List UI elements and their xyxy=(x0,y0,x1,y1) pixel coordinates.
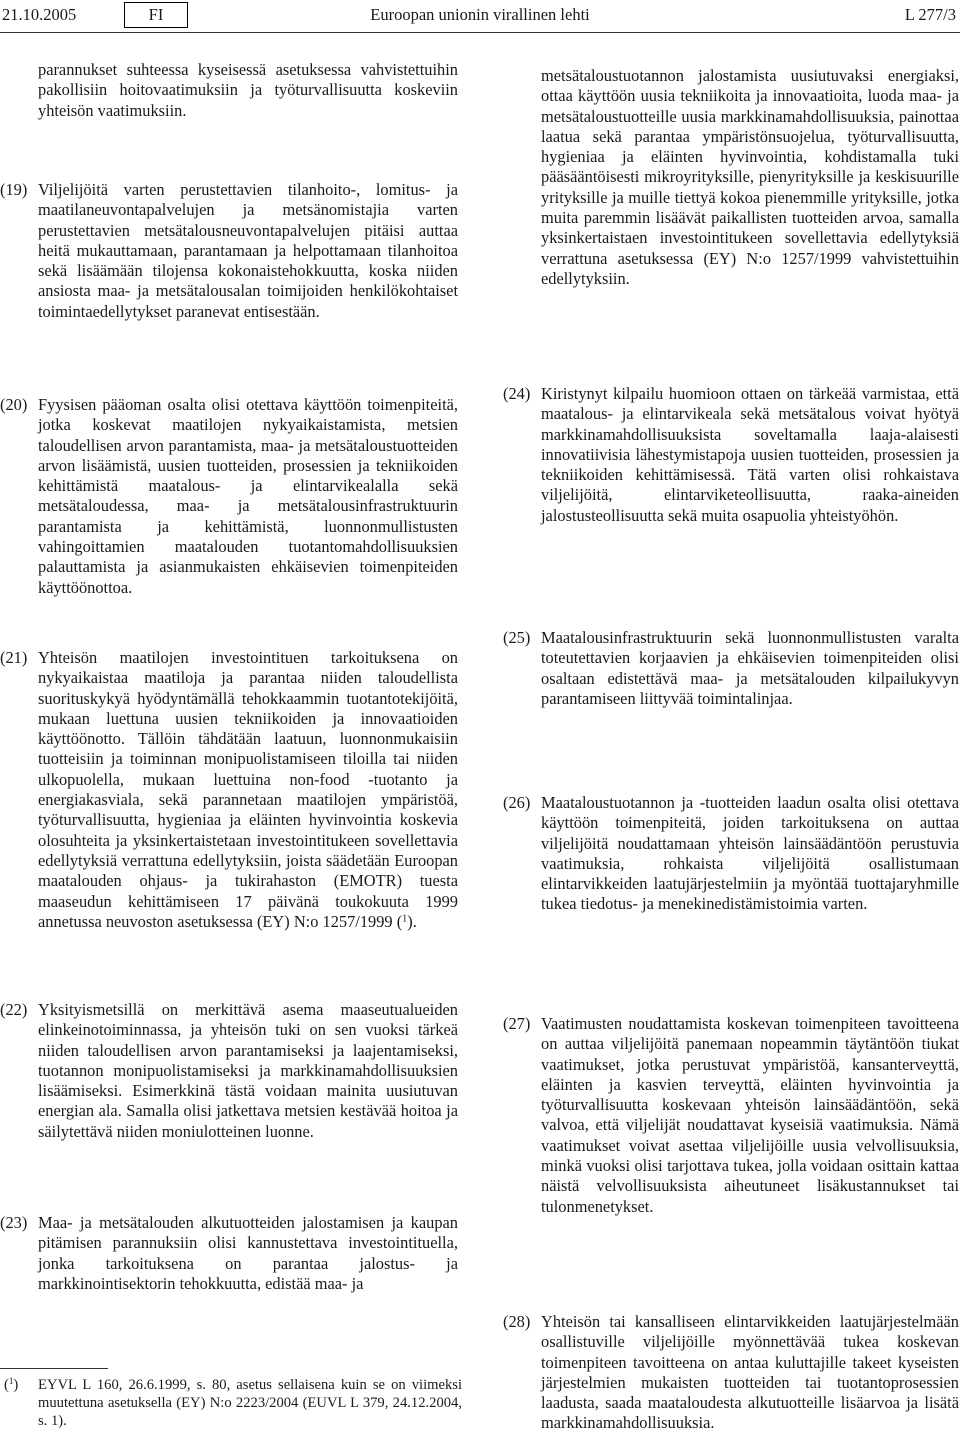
recital-23 xyxy=(0,1213,458,1294)
recital-21 xyxy=(0,648,458,932)
recital-24 xyxy=(503,384,959,526)
recital-number: (25) xyxy=(503,628,531,647)
recital-number: (28) xyxy=(503,1312,531,1331)
recital-number: (23) xyxy=(0,1213,28,1232)
recital-21-text: Yhteisön maatilojen investointituen tarkoituksena on nykyaikaistaa maatiloja ja parantaa niiden taloudellista suorituskykyä hyödyntämällä tehokkaammin tuotantotekijöitä, mukaan luettuna uusien tekniikoiden ja innovaatioiden käyttöönotto. Tällöin tähdätään laatuun, luonnonmukaisiin tuotteisiin ja toiminnan monipuolistamiseen tiloilla tai niiden ulkopuolella, mukaan luettuina non-food -tuotanto ja energiakasviala, sekä parannetaan maatilojen ympäristöä, työturvallisuutta, hygieniaa ja eläinten hyvinvointia koskevia olosuhteita ja yksinkertaistetaan investointitukeen sovellettavia edellytyksiä verrattuna edellytyksiin, joista säädetään Euroopan maatalouden ohjaus- ja tukirahaston (EMOTR) tuesta maaseudun kehittämiseen 17 päivänä toukokuuta 1999 annetussa neuvoston asetuksessa (EY) N:o 1257/1999 ( xyxy=(38,648,458,931)
recital-25 xyxy=(503,628,959,709)
publication-date: 21.10.2005 xyxy=(2,5,77,24)
recital-text: Fyysisen pääoman osalta olisi otettava käyttöön toimenpiteitä, jotka koskevat maatilojen nykyaikaistamista, metsien taloudellisen arvon parantamista, maa- ja metsätaloustuotteiden arvon lisäämistä, uusien tuotteiden, prosessien ja tekniikoiden kehittämistä maatalous- ja elintarvikealalla sekä metsätaloudessa, maa- ja metsätalousinfrastruktuurin parantamista ja kehittämistä, luonnonmullistusten vahingoittamien maatalouden tuotantomahdollisuuksien palauttamista ja asianmukaisten ehkäisevien toimenpiteiden käyttöönottoa. xyxy=(38,395,458,597)
recital-19 xyxy=(0,180,458,322)
recital-22 xyxy=(0,1000,458,1142)
header-divider xyxy=(0,32,960,33)
recital-text: Yhteisön tai kansalliseen elintarvikkeiden laatujärjestelmään osallistuville viljelijöille myönnettävää tukea koskevan toimenpiteen tavoitteena on antaa kuluttajille takeet kyseisten järjestelmien mukaisten tuotteiden tai tuotantoprosessien laadusta, saada maataloudesta alkutuotteille lisäarvoa ja lisätä markkinamahdollisuuksia. xyxy=(541,1312,959,1433)
recital-number: (22) xyxy=(0,1000,28,1019)
journal-title: Euroopan unionin virallinen lehti xyxy=(370,5,590,24)
recital-number: (20) xyxy=(0,395,28,414)
recital-text: Kiristynyt kilpailu huomioon ottaen on tärkeää varmistaa, että maatalous- ja elintarvikeala sekä metsätalous voivat hyötyä markkinamahdollisuuksista soveltamalla laaja-alaisesti innovatiivisia lähestymistapoja uusien tuotteiden, prosessien ja tekniikoiden kehittämisessä. Tätä varten olisi rohkaistava viljelijöitä, elintarviketeollisuutta, raaka-aineiden jalostusteollisuutta sekä muita osapuolia yhteistyöhön. xyxy=(541,384,959,525)
page-header xyxy=(0,0,960,34)
page-reference: L 277/3 xyxy=(904,5,956,24)
recital-text: Viljelijöitä varten perustettavien tilanhoito-, lomitus- ja maatilaneuvontapalvelujen ja metsänomistajia varten perustettavien metsätalousneuvontapalvelujen pitäisi auttaa heitä mukauttamaan, parantamaan ja helpottamaan tilanhoitoa sekä lisäämään tilojensa kokonaistehokkuutta, koska niiden ansiosta maa- ja metsätalousalan toimijoiden henkilökohtaiset toimintaedellytykset paranevat entisestään. xyxy=(38,180,458,321)
recital-number: (19) xyxy=(0,180,28,199)
recital-28 xyxy=(503,1312,959,1434)
recital-20 xyxy=(0,395,458,598)
recital-27 xyxy=(503,1014,959,1217)
recital-number: (26) xyxy=(503,793,531,812)
language-badge: FI xyxy=(124,2,188,28)
left-intro-paragraph: parannukset suhteessa kyseisessä asetuksessa vahvistettuihin pakollisiin hoitovaatimuksiin ja työturvallisuutta koskeviin yhteisön vaatimuksiin. xyxy=(38,60,458,120)
footnote xyxy=(0,1376,462,1430)
footnote-number: ($^1$) xyxy=(4,1376,19,1393)
footnote-reference[interactable]: 1 xyxy=(402,913,408,925)
recital-text: Vaatimusten noudattamista koskevan toimenpiteen tavoitteena on auttaa viljelijöitä panemaan nopeammin täytäntöön tiukat vaatimukset, jotka perustuvat ympäristöä, kansanterveyttä, eläinten ja kasvien terveyttä, eläinten hyvinvointia ja työturvallisuutta koskevaan yhteisön lainsäädäntöön, sekä valvoa, että viljelijät noudattavat kyseisiä vaatimuksia. Nämä vaatimukset voivat asettaa viljelijöille uusia velvollisuuksia, minkä vuoksi olisi tarjottava tukea, jolla voidaan osittain kattaa näistä velvollisuuksista aiheutuneet lisäkustannukset tai tulonmenetykset. xyxy=(541,1014,959,1216)
right-intro-paragraph: metsätaloustuotannon jalostamista uusiutuvaksi energiaksi, ottaa käyttöön uusia tekniikoita ja innovaatioita, luoda maa- ja metsätaloustuotteille uusia markkinamahdollisuuksia, painottaa laatua sekä parantaa ympäristönsuojelua, työturvallisuutta, hygieniaa ja eläinten hyvinvointia, kohdistamalla tuki pääsääntöisesti mikroyrityksille, pienyrityksille ja keskisuurille yrityksille ja muille tiettyä kokoa pienemmille yrityksille, jotka muita paremmin lisäävät paikallisten tuotteiden arvoa, samalla yksinkertaistaen investointitukeen sovellettavia edellytyksiä verrattuna asetuksessa (EY) N:o 1257/1999 vahvistettuihin edellytyksiin. xyxy=(541,66,959,288)
recital-text: Yksityismetsillä on merkittävä asema maaseutualueiden elinkeinotoiminnassa, ja yhteisön tuki on sen vuoksi tärkeä niiden taloudellisen arvon parantamiseksi ja laajentamiseksi, tuotannon monipuolistamiseksi ja markkinamahdollisuuksien lisäämiseksi. Esimerkkinä tästä voidaan mainita uusiutuvan energian ala. Samalla olisi jatkettava metsien kestävää hoitoa ja säilytettävä niiden moniulotteinen luonne. xyxy=(38,1000,458,1141)
recital-text: Maataloustuotannon ja -tuotteiden laadun osalta olisi otettava käyttöön toimenpiteitä, joiden tarkoituksena on auttaa viljelijöitä noudattamaan yhteisön lainsäädäntöön perustuvia vaatimuksia, rohkaista viljelijöitä osallistumaan elintarvikkeiden laatujärjestelmiin ja myöntää tuottajaryhmille tukea tiedotus- ja menekinedistämistoimia varten. xyxy=(541,793,959,914)
recital-number: (21) xyxy=(0,648,28,667)
recital-number: (24) xyxy=(503,384,531,403)
recital-number: (27) xyxy=(503,1014,531,1033)
recital-text: Maatalousinfrastruktuurin sekä luonnonmullistusten varalta toteutettavien korjaavien ja ehkäisevien toimenpiteiden olisi osaltaan edistettävä maa- ja metsätalouden kilpailukyvyn parantamiseen liittyvää toimintalinjaa. xyxy=(541,628,959,708)
recital-text: Maa- ja metsätalouden alkutuotteiden jalostamisen ja kaupan pitämisen parannuksiin olisi kannustettava investointituella, jonka tarkoituksena on parantaa jalostus- ja markkinointisektorin tehokkuutta, edistää maa- ja xyxy=(38,1213,458,1293)
recital-26 xyxy=(503,793,959,915)
footnote-divider xyxy=(0,1368,108,1369)
recital-21-closing: ). xyxy=(407,911,417,931)
footnote-text: EYVL L 160, 26.6.1999, s. 80, asetus sellaisena kuin se on viimeksi muutettuna asetuksella (EY) N:o 2223/2004 (EUVL L 379, 24.12.2004, s. 1). xyxy=(38,1377,462,1429)
recital-text xyxy=(38,648,458,932)
